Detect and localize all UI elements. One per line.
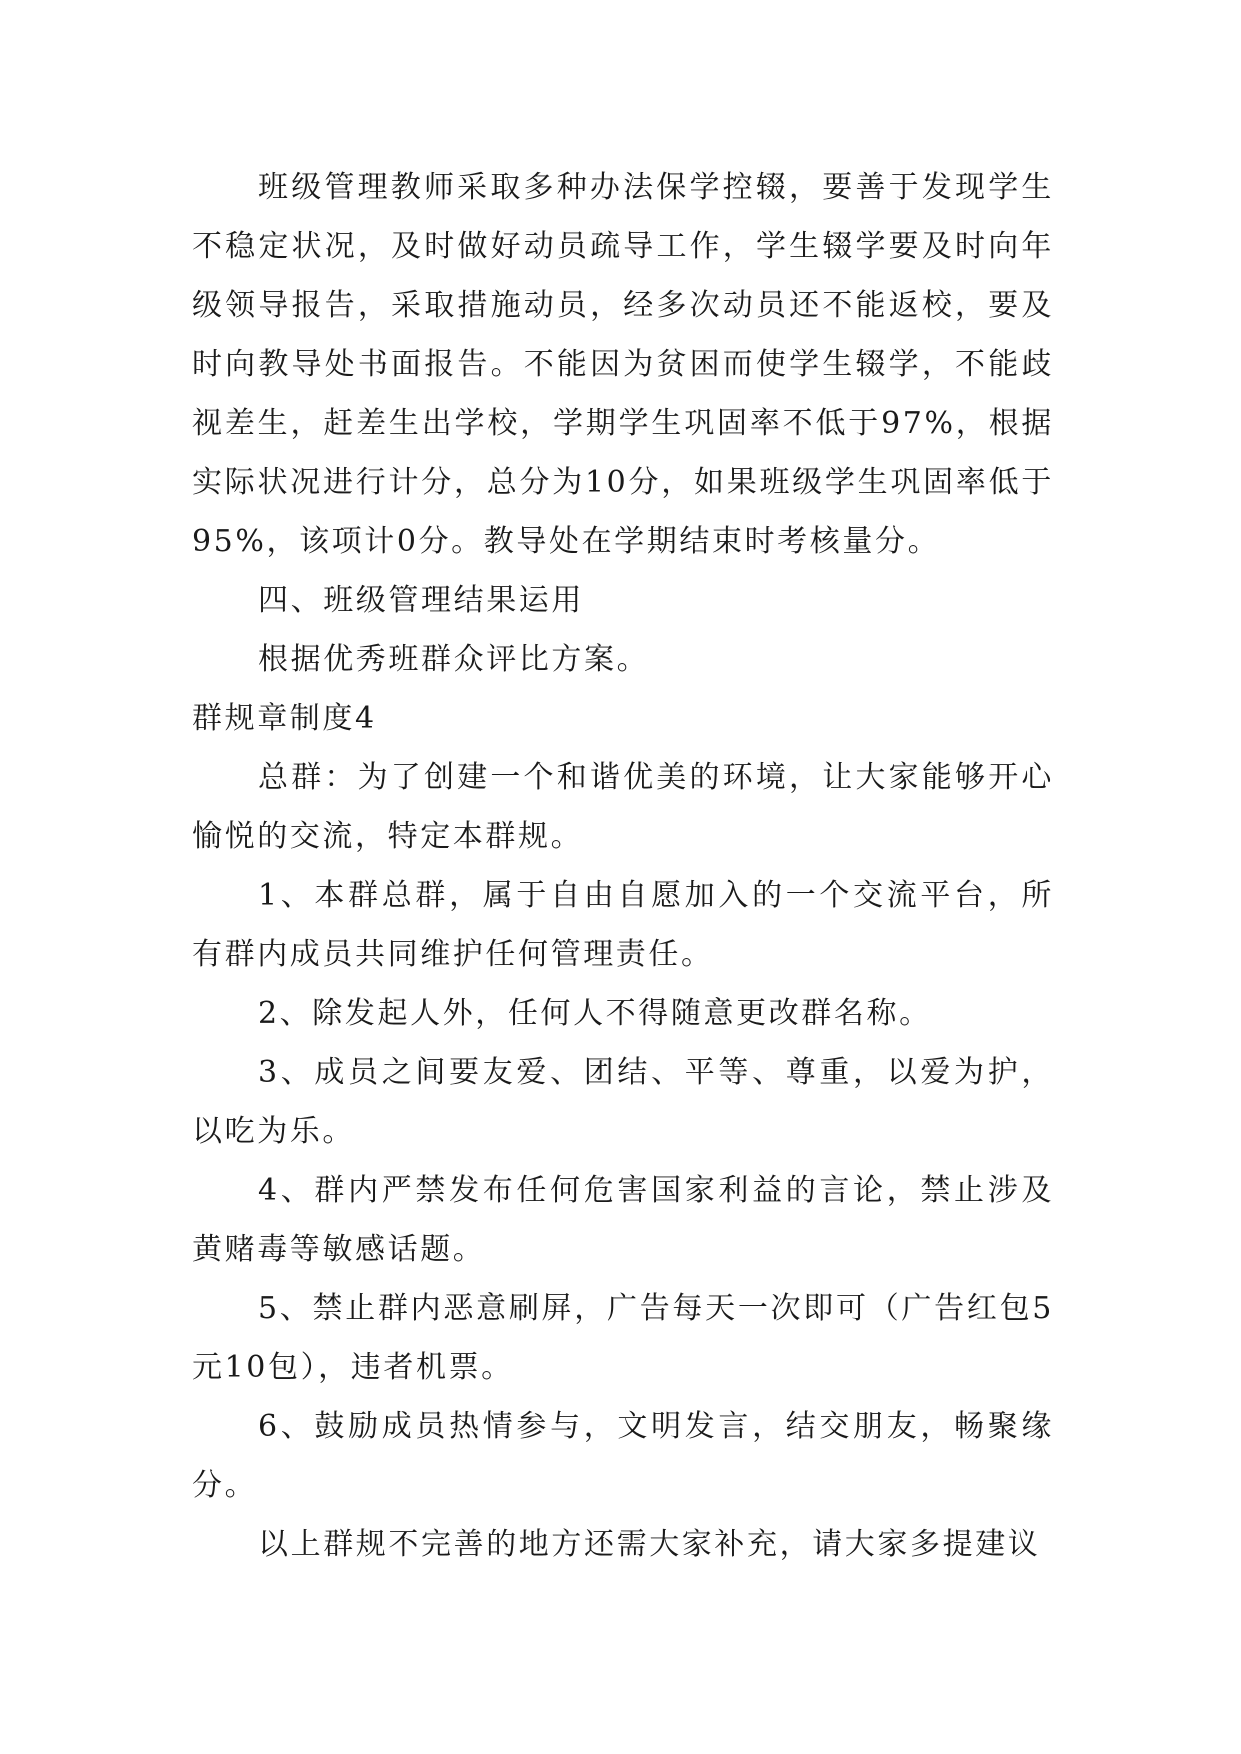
rule-item-6: 6、鼓励成员热情参与，文明发言，结交朋友，畅聚缘分。: [192, 1409, 1054, 1503]
document-title-group-rules: 群规章制度4: [192, 701, 377, 736]
paragraph-group-intro: 总群：为了创建一个和谐优美的环境，让大家能够开心愉悦的交流，特定本群规。: [192, 760, 1054, 854]
rule-item-2: 2、除发起人外，任何人不得随意更改群名称。: [258, 996, 932, 1031]
rule-item-4: 4、群内严禁发布任何危害国家利益的言论，禁止涉及黄赌毒等敏感话题。: [192, 1173, 1054, 1267]
paragraph-closing-note: 以上群规不完善的地方还需大家补充，请大家多提建议: [258, 1527, 1041, 1562]
rule-item-1: 1、本群总群，属于自由自愿加入的一个交流平台，所有群内成员共同维护任何管理责任。: [192, 878, 1054, 972]
rule-item-3: 3、成员之间要友爱、团结、平等、尊重，以爱为护，以吃为乐。: [192, 1055, 1054, 1149]
section-heading-results: 四、班级管理结果运用: [258, 583, 584, 618]
document-body: [192, 158, 1054, 1574]
rule-item-5: 5、禁止群内恶意刷屏，广告每天一次即可（广告红包5元10包），违者机票。: [192, 1291, 1054, 1385]
paragraph-evaluation-plan: 根据优秀班群众评比方案。: [258, 642, 650, 677]
paragraph-retention-policy: 班级管理教师采取多种办法保学控辍，要善于发现学生不稳定状况，及时做好动员疏导工作，学生辍学要及时向年级领导报告，采取措施动员，经多次动员还不能返校，要及时向教导处书面报告。不能因为贫困而使学生辍学，不能歧视差生，赶差生出学校，学期学生巩固率不低于97%，根据实际状况进行计分，总分为10分，如果班级学生巩固率低于95%，该项计0分。教导处在学期结束时考核量分。: [192, 170, 1054, 559]
